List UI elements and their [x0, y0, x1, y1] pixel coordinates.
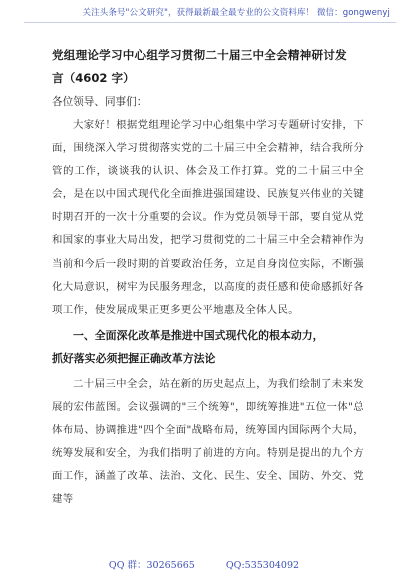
paragraph-intro: 大家好！根据党组理论学习中心组集中学习专题研讨安排，下面，围绕深入学习贯彻落实党的二十届三中全会精神，结合我所分管的工作，谈谈我的认识、体会及工作打算。党的二十届三中全会，是在以中国式现代化全面推进强国建设、民族复兴伟业的关键时期召开的一次十分重要的会议。作为党员领导干部，要自觉从党和国家的事业大局出发，把学习贯彻党的二十届三中全会精神作为当前和今后一段时期的首要政治任务，立足自身岗位实际，不断强化大局意识，树牢为民服务理念，以高度的责任感和使命感抓好各项工作，使发展成果正更多更公平地惠及全体人民。	[52, 119, 364, 316]
contact-footer	[0, 557, 408, 571]
qq-text: QQ:535304092	[225, 560, 300, 571]
salutation: 各位领导、同事们：	[52, 96, 148, 108]
paragraph-section1: 二十届三中全会，站在新的历史起点上，为我们绘制了未来发展的宏伟蓝图。会议强调的"三个统筹"，即统筹推进"五位一体"总体布局、协调推进"四个全面"战略布局，统筹国内国际两个大局，统筹发展和安全，为我们指明了前进的方向。特别是提出的九个方面工作，涵盖了改革、法治、文化、民生、安全、国防、外交、党建等	[52, 377, 364, 506]
header-divider	[24, 22, 396, 23]
section-heading-1-continued: 抓好落实必须把握正确改革方法论	[52, 351, 216, 365]
document-title-continued: 言（4602 字）	[52, 71, 135, 85]
document-body	[52, 44, 364, 511]
promo-text: 关注头条号"公文研究"，获得最新最全最专业的公文资料库！ 微信：gongwenyj	[82, 8, 390, 18]
section-heading-1: 一、全面深化改革是推进中国式现代化的根本动力，	[73, 328, 324, 342]
promo-header	[0, 6, 408, 18]
qq-group-text: QQ 群：30265665	[108, 560, 195, 571]
document-title: 党组理论学习中心组学习贯彻二十届三中全会精神研讨发	[52, 48, 347, 62]
